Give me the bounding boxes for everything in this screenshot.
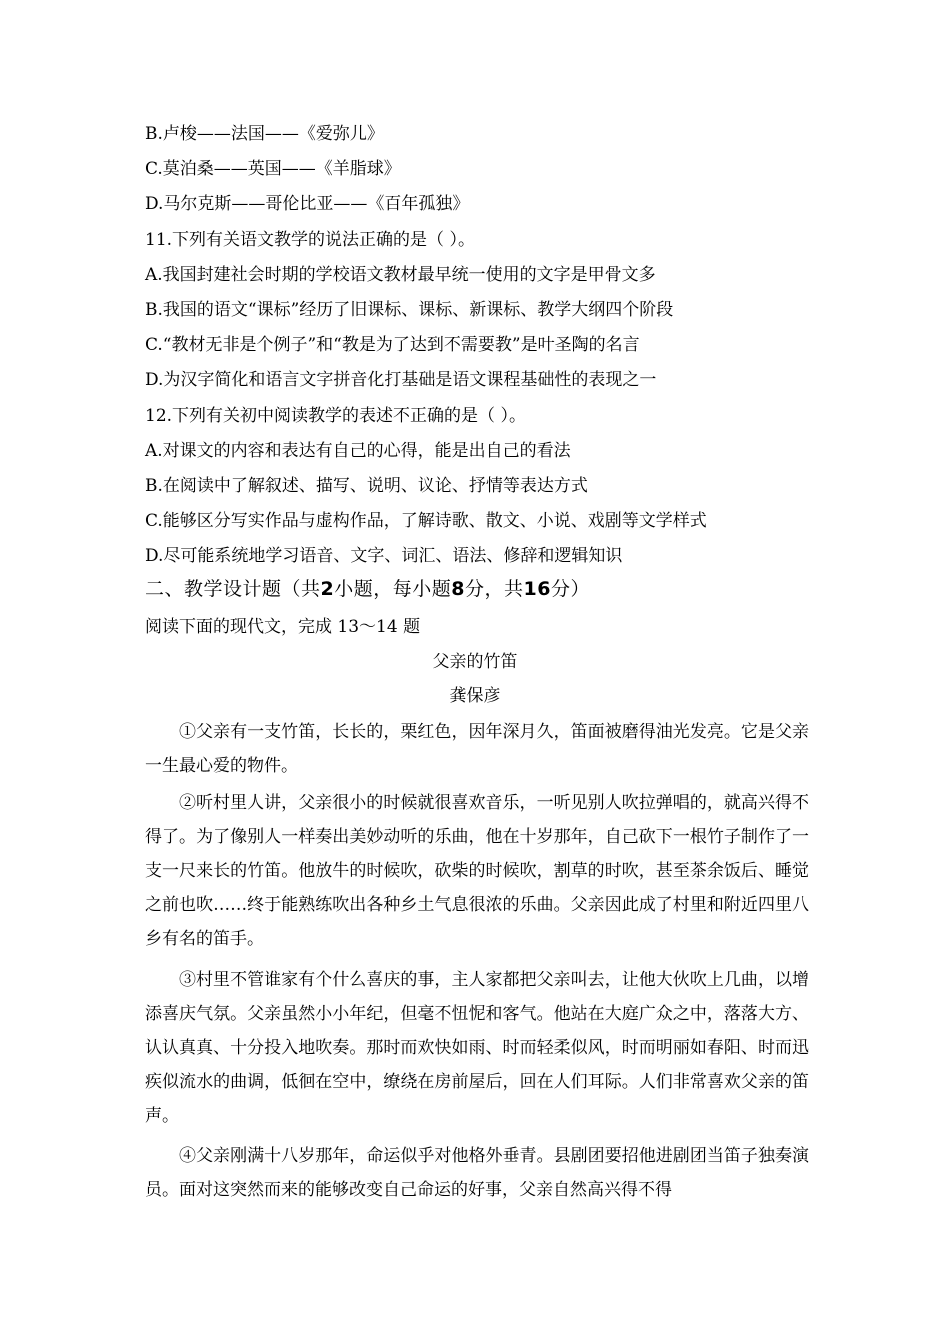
option-q11-b: B.我国的语文“课标”经历了旧课标、课标、新课标、教学大纲四个阶段 — [145, 300, 674, 320]
points-per-question: 8 — [451, 578, 465, 600]
option-q11-a: A.我国封建社会时期的学校语文教材最早统一使用的文字是甲骨文多 — [145, 265, 656, 285]
article-title: 父亲的竹笛 — [432, 652, 518, 672]
article-paragraph-3: ③村里不管谁家有个什么喜庆的事，主人家都把父亲叫去，让他大伙吹上几曲，以增添喜庆气氛。父亲虽然小小年纪，但毫不忸怩和客气。他站在大庭广众之中，落落大方、认认真真、十分投入地吹奏。那时而欢快如雨、时而轻柔似风，时而明丽如春阳、时而迅疾似流水的曲调，低徊在空中，缭绕在房前屋后，回在人们耳际。人们非常喜欢父亲的笛声。 — [145, 970, 809, 1126]
total-points: 16 — [523, 578, 551, 600]
option-q11-c: C.“教材无非是个例子”和“教是为了达到不需要教”是叶圣陶的名言 — [145, 335, 640, 355]
section-2-heading — [145, 576, 590, 602]
option-q10-b: B.卢梭——法国——《爱弥儿》 — [145, 124, 384, 144]
option-q12-c: C.能够区分写实作品与虚构作品，了解诗歌、散文、小说、戏剧等文学样式 — [145, 511, 707, 531]
option-q12-a: A.对课文的内容和表达有自己的心得，能是出自己的看法 — [145, 441, 571, 461]
question-12-stem: 12.下列有关初中阅读教学的表述不正确的是（ ）。 — [145, 406, 526, 426]
option-q12-d: D.尽可能系统地学习语音、文字、词汇、语法、修辞和逻辑知识 — [145, 546, 623, 566]
option-q10-c: C.莫泊桑——英国——《羊脂球》 — [145, 159, 401, 179]
question-count: 2 — [320, 578, 335, 600]
option-q11-d: D.为汉字简化和语言文字拼音化打基础是语文课程基础性的表现之一 — [145, 370, 657, 390]
section-heading-text: 小题，每小题 — [334, 578, 452, 600]
reading-instruction: 阅读下面的现代文，完成 13～14 题 — [145, 617, 421, 637]
option-q12-b: B.在阅读中了解叙述、描写、说明、议论、抒情等表达方式 — [145, 476, 588, 496]
question-11-stem: 11.下列有关语文教学的说法正确的是（ ）。 — [145, 230, 475, 250]
section-heading-text: 二、教学设计题（共 — [145, 578, 321, 600]
article-paragraph-4: ④父亲刚满十八岁那年，命运似乎对他格外垂青。县剧团要招他进剧团当笛子独奏演员。面对这突然而来的能够改变自己命运的好事，父亲自然高兴得不得 — [145, 1146, 809, 1200]
article-paragraph-2: ②听村里人讲，父亲很小的时候就很喜欢音乐，一听见别人吹拉弹唱的，就高兴得不得了。为了像别人一样奏出美妙动听的乐曲，他在十岁那年，自己砍下一根竹子制作了一支一尺来长的竹笛。他放牛的时候吹，砍柴的时候吹，割草的时吹，甚至茶余饭后、睡觉之前也吹……终于能熟练吹出各种乡土气息很浓的乐曲。父亲因此成了村里和附近四里八乡有名的笛手。 — [145, 793, 809, 949]
article-author: 龚保彦 — [449, 686, 501, 706]
section-heading-text: 分） — [550, 578, 590, 600]
option-q10-d: D.马尔克斯——哥伦比亚——《百年孤独》 — [145, 194, 470, 214]
section-heading-text: 分，共 — [465, 578, 524, 600]
article-paragraph-1: ①父亲有一支竹笛，长长的，栗红色，因年深月久，笛面被磨得油光发亮。它是父亲一生最心爱的物件。 — [145, 722, 809, 776]
